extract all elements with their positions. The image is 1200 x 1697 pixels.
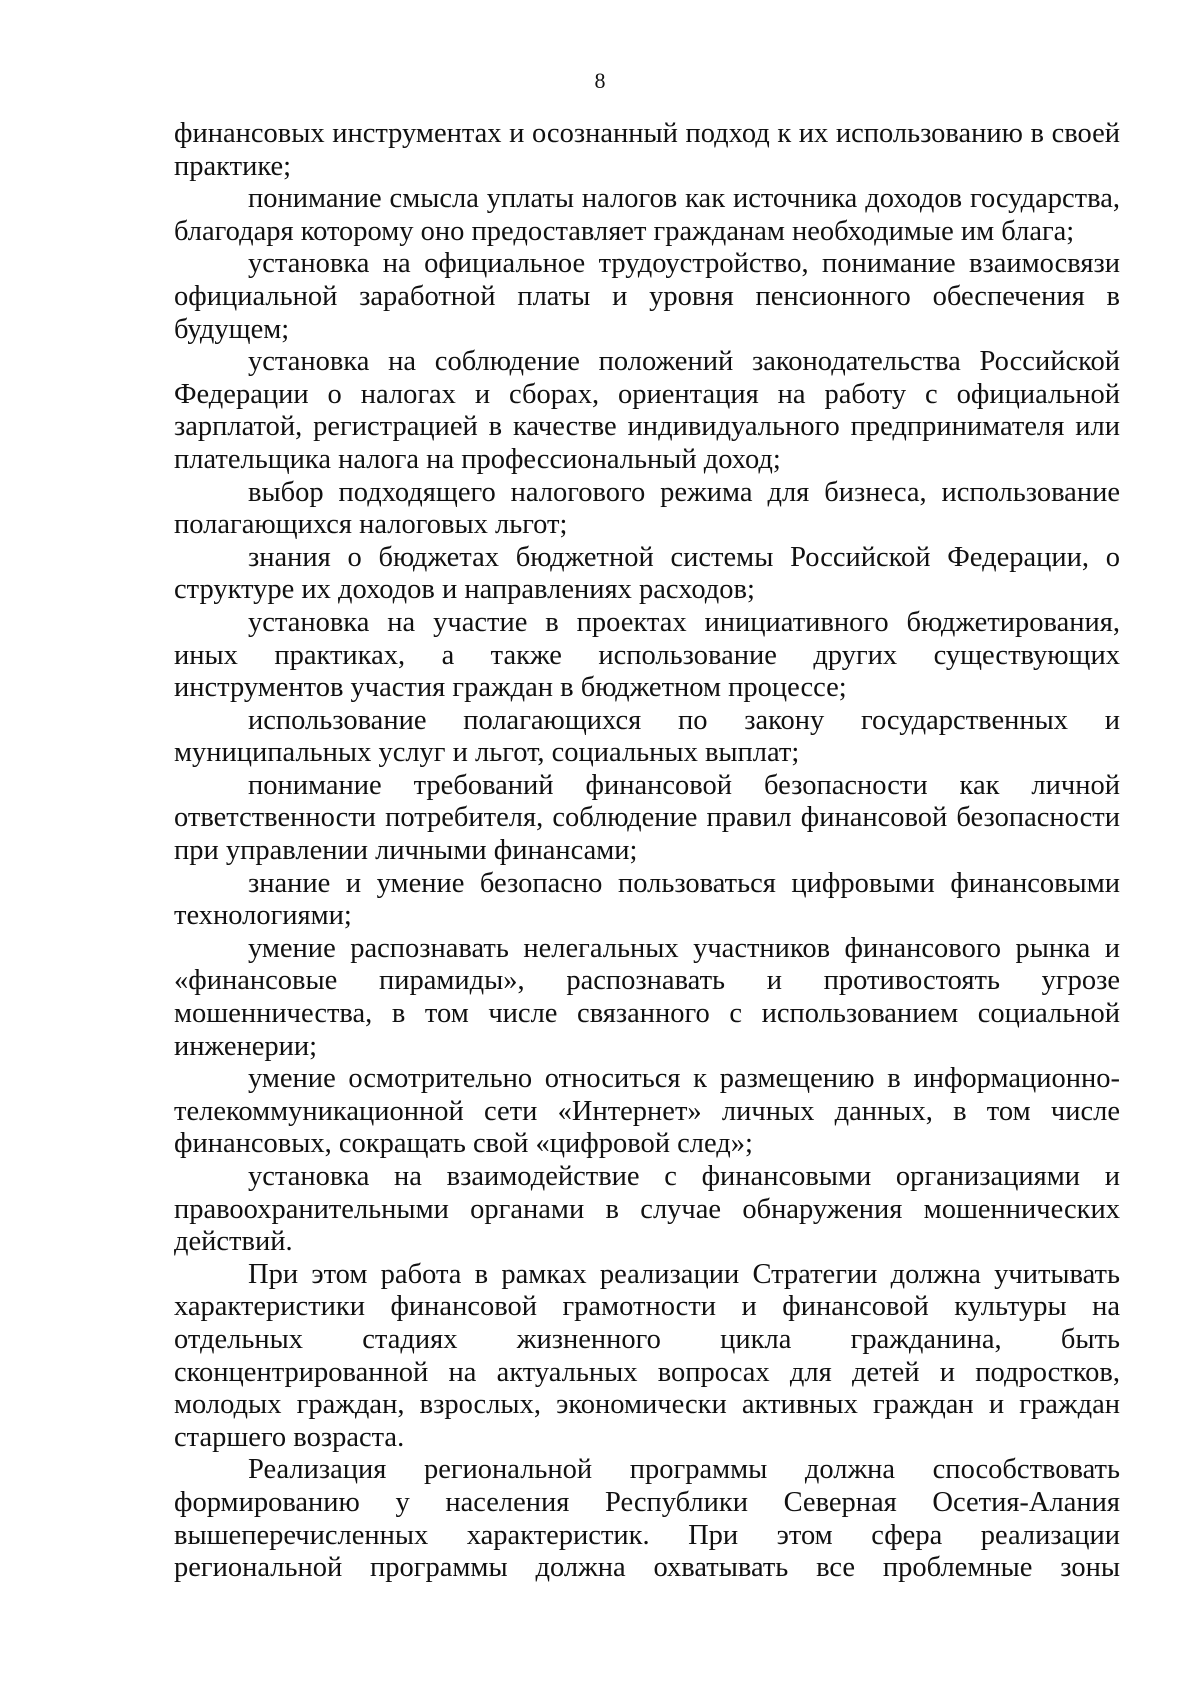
- list-item-taxes: понимание смысла уплаты налогов как источника доходов государства, благодаря которому оно предоставляет гражданам необходимые им блага;: [174, 183, 1120, 247]
- list-item-cooperation: установка на взаимодействие с финансовыми организациями и правоохранительными органами в случае обнаружения мошеннических действий.: [174, 1161, 1120, 1258]
- paragraph-regional-program: Реализация региональной программы должна способствовать формированию у населения Республики Северная Осетия-Алания вышеперечисленных характеристик. При этом сфера реализации региональной программы должна охватывать все проблемные зоны: [174, 1454, 1120, 1584]
- list-item-legislation: установка на соблюдение положений законодательства Российской Федерации о налогах и сборах, ориентация на работу с официальной зарплатой, регистрацией в качестве индивидуального предпринимателя или плательщика налога на профессиональный доход;: [174, 346, 1120, 475]
- list-item-financial-security: понимание требований финансовой безопасности как личной ответственности потребителя, соблюдение правил финансовой безопасности при управлении личными финансами;: [174, 769, 1120, 867]
- document-body: [174, 118, 1120, 1585]
- list-item-digital-technologies: знание и умение безопасно пользоваться цифровыми финансовыми технологиями;: [174, 867, 1120, 932]
- paragraph-strategy: При этом работа в рамках реализации Стратегии должна учитывать характеристики финансовой грамотности и финансовой культуры на отдельных стадиях жизненного цикла гражданина, быть сконцентрированной на актуальных вопросах для детей и подростков, молодых граждан, взрослых, экономически активных граждан и граждан старшего возраста.: [174, 1258, 1120, 1453]
- list-item-employment: установка на официальное трудоустройство, понимание взаимосвязи официальной заработной платы и уровня пенсионного обеспечения в будущем;: [174, 248, 1120, 345]
- list-item-illegal-participants: умение распознавать нелегальных участников финансового рынка и «финансовые пирамиды», распознавать и противостоять угрозе мошенничества, в том числе связанного с использованием социальной инженерии;: [174, 932, 1120, 1062]
- list-item-budgets: знания о бюджетах бюджетной системы Российской Федерации, о структуре их доходов и направлениях расходов;: [174, 541, 1120, 606]
- list-item-public-services: использование полагающихся по закону государственных и муниципальных услуг и льгот, социальных выплат;: [174, 704, 1120, 769]
- list-item-initiative-budgeting: установка на участие в проектах инициативного бюджетирования, иных практиках, а также использование других существующих инструментов участия граждан в бюджетном процессе;: [174, 606, 1120, 704]
- paragraph-continuation: финансовых инструментах и осознанный подход к их использованию в своей практике;: [174, 118, 1120, 182]
- list-item-personal-data: умение осмотрительно относиться к размещению в информационно-телекоммуникационной сети «Интернет» личных данных, в том числе финансовых, сокращать свой «цифровой след»;: [174, 1063, 1120, 1160]
- page-number: 8: [594, 68, 606, 93]
- list-item-tax-regime: выбор подходящего налогового режима для бизнеса, использование полагающихся налоговых льгот;: [174, 476, 1120, 541]
